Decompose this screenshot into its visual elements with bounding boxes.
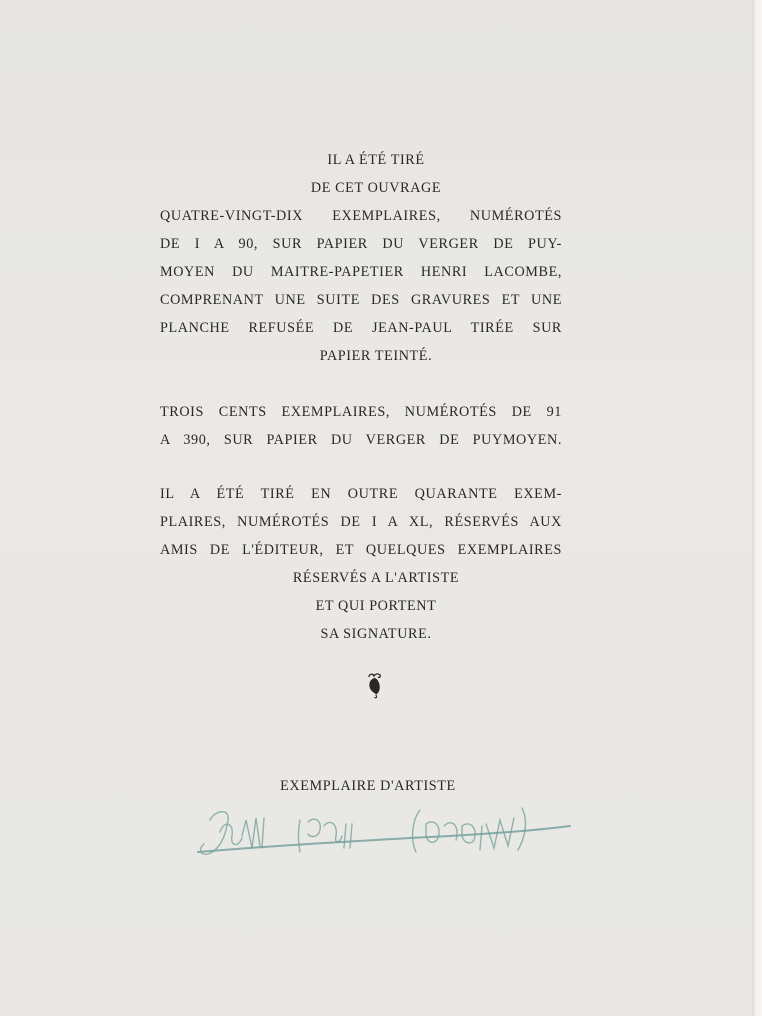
artist-signature (190, 790, 580, 870)
colophon-line: RÉSERVÉS A L'ARTISTE (292, 570, 460, 586)
colophon-line: PLAIRES, NUMÉROTÉS DE I A XL, RÉSERVÉS AUX (160, 514, 562, 530)
colophon-line: TROIS CENTS EXEMPLAIRES, NUMÉROTÉS DE 91 (160, 404, 562, 420)
colophon-line: COMPRENANT UNE SUITE DES GRAVURES ET UNE (160, 292, 562, 308)
colophon-line: DE I A 90, SUR PAPIER DU VERGER DE PUY- (160, 236, 562, 252)
colophon-line: SA SIGNATURE. (320, 626, 432, 642)
fleuron-icon (364, 672, 386, 700)
colophon-line: IL A ÉTÉ TIRÉ EN OUTRE QUARANTE EXEM- (160, 486, 562, 502)
colophon-line: IL A ÉTÉ TIRÉ (327, 152, 425, 168)
colophon-line: DE CET OUVRAGE (310, 180, 442, 196)
colophon-line: AMIS DE L'ÉDITEUR, ET QUELQUES EXEMPLAIRES (160, 542, 562, 558)
colophon-line: MOYEN DU MAITRE-PAPETIER HENRI LACOMBE, (160, 264, 562, 280)
colophon-line: A 390, SUR PAPIER DU VERGER DE PUYMOYEN. (160, 432, 562, 448)
colophon-line: ET QUI PORTENT (315, 598, 437, 614)
page-edge (752, 0, 762, 1016)
edition-label: EXEMPLAIRE D'ARTISTE (280, 778, 456, 794)
colophon-line: PAPIER TEINTÉ. (319, 348, 433, 364)
colophon-line: PLANCHE REFUSÉE DE JEAN-PAUL TIRÉE SUR (160, 320, 562, 336)
colophon-line: QUATRE-VINGT-DIX EXEMPLAIRES, NUMÉROTÉS (160, 208, 562, 224)
